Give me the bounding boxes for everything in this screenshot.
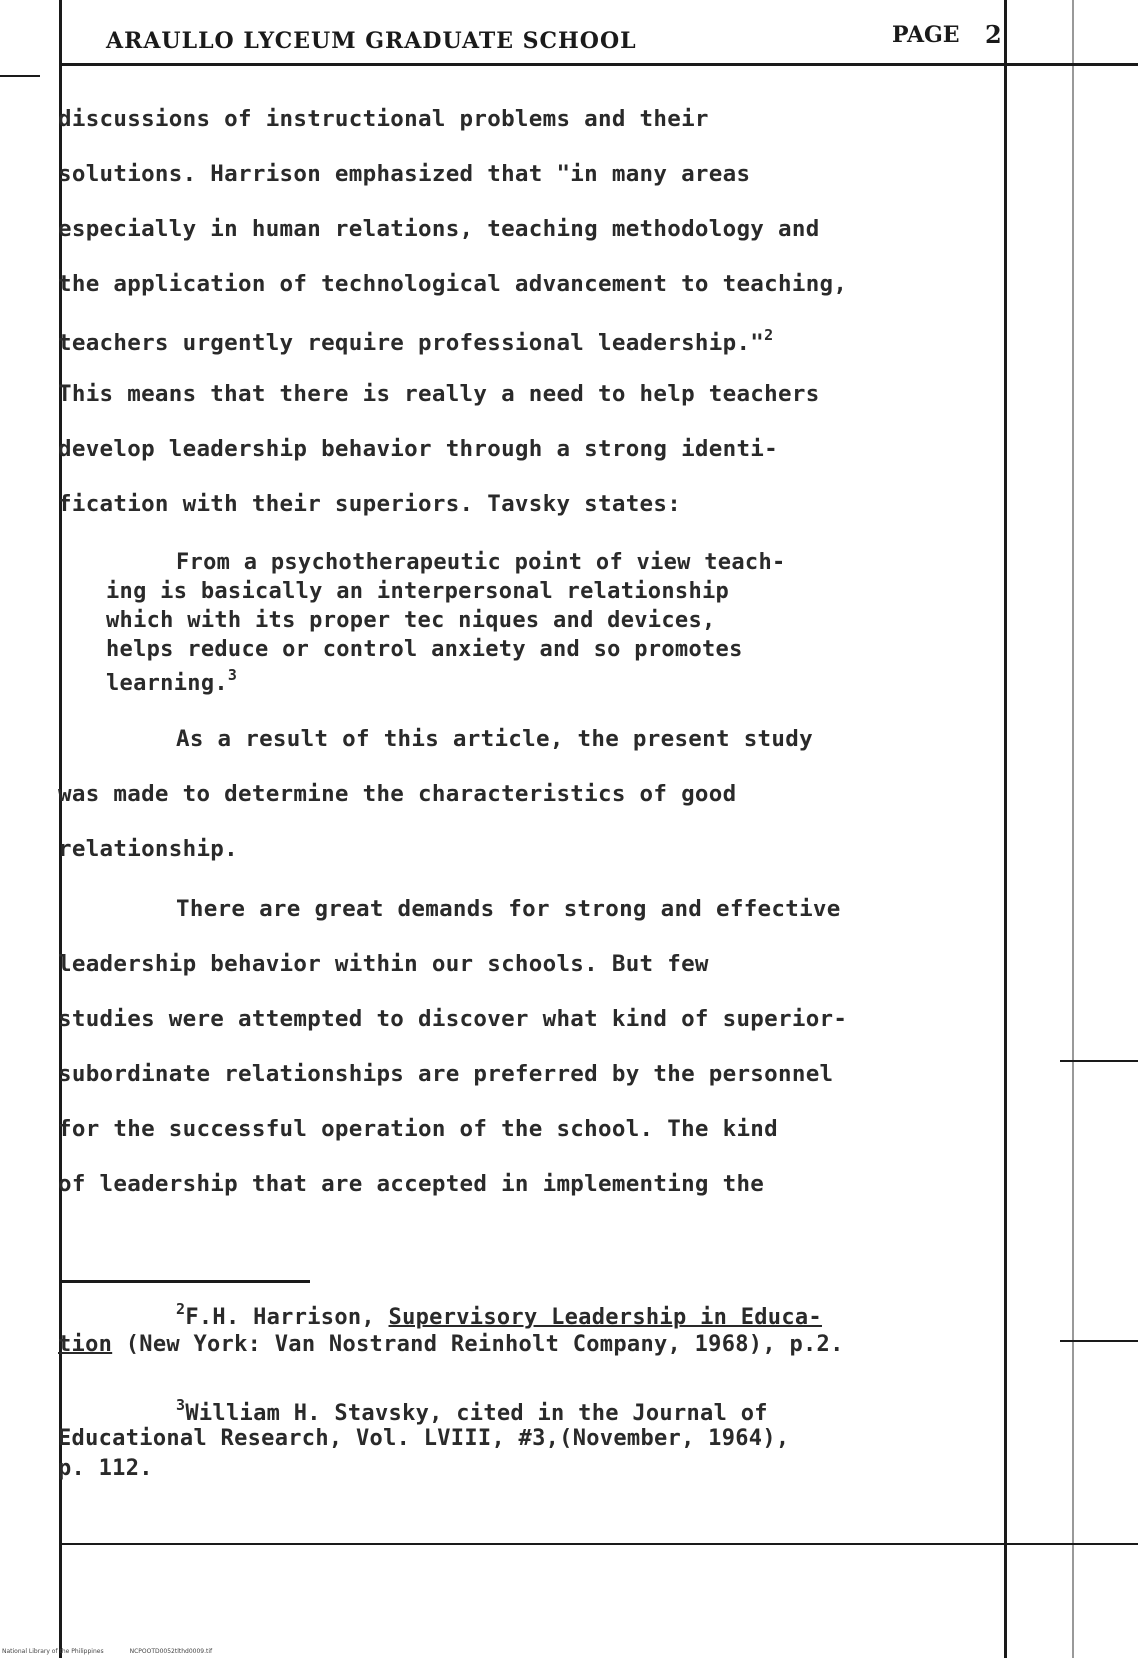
header-rule bbox=[60, 63, 1138, 66]
body-line: studies were attempted to discover what kind of superior- bbox=[58, 1006, 848, 1032]
school-name: ARAULLO LYCEUM GRADUATE SCHOOL bbox=[106, 28, 637, 54]
body-line: relationship. bbox=[58, 836, 238, 862]
quote-line: learning.$^3$ bbox=[106, 666, 238, 696]
book-title-cont: tion bbox=[58, 1332, 113, 1357]
body-line: solutions. Harrison emphasized that "in many areas bbox=[58, 161, 751, 187]
body-line: fication with their superiors. Tavsky states: bbox=[58, 491, 682, 517]
body-line: was made to determine the characteristics of good bbox=[58, 781, 737, 807]
page-number: 2 bbox=[985, 20, 1002, 49]
body-line: teachers urgently require professional leadership."$^2$ bbox=[58, 326, 774, 356]
footnote-ref-2: 2 bbox=[764, 326, 774, 344]
footnote-mark-2: 2 bbox=[176, 1300, 186, 1318]
body-line: There are great demands for strong and effective bbox=[176, 896, 841, 922]
quote-line: which with its proper tec niques and devices, bbox=[106, 608, 716, 633]
body-line: for the successful operation of the school. The kind bbox=[58, 1116, 778, 1142]
body-line: of leadership that are accepted in implementing the bbox=[58, 1171, 765, 1197]
left-border bbox=[59, 0, 62, 1658]
right-margin-mark-1 bbox=[1060, 1060, 1138, 1062]
footnote-mark-3: 3 bbox=[176, 1396, 186, 1414]
body-line: This means that there is really a need to help teachers bbox=[58, 381, 820, 407]
right-border bbox=[1004, 0, 1007, 1658]
body-line: discussions of instructional problems and their bbox=[58, 106, 709, 132]
footnote-2: $^2$F.H. Harrison, Supervisory Leadership in Educa- bbox=[176, 1300, 822, 1330]
book-title: Supervisory Leadership in Educa- bbox=[388, 1305, 822, 1330]
scan-credit: National Library of the Philippines NCPOOTD0052tlthd0009.tif bbox=[2, 1648, 213, 1655]
body-line: subordinate relationships are preferred by the personnel bbox=[58, 1061, 834, 1087]
bottom-rule bbox=[60, 1543, 1138, 1545]
left-margin-mark bbox=[0, 75, 40, 77]
page-label: PAGE bbox=[892, 22, 960, 48]
footnote-3-line3: p. 112. bbox=[58, 1456, 153, 1481]
right-margin-mark-2 bbox=[1060, 1340, 1138, 1342]
quote-line: From a psychotherapeutic point of view teach- bbox=[176, 550, 786, 575]
body-line: leadership behavior within our schools. But few bbox=[58, 951, 709, 977]
footnote-3: $^3$William H. Stavsky, cited in the Journal of bbox=[176, 1396, 768, 1426]
footnote-separator bbox=[60, 1280, 310, 1283]
body-line: especially in human relations, teaching methodology and bbox=[58, 216, 820, 242]
outer-right-border bbox=[1072, 0, 1074, 1658]
footnote-3-line2: Educational Research, Vol. LVIII, #3,(November, 1964), bbox=[58, 1426, 790, 1451]
quote-line: helps reduce or control anxiety and so promotes bbox=[106, 637, 743, 662]
body-line: the application of technological advancement to teaching, bbox=[58, 271, 848, 297]
body-line: As a result of this article, the present study bbox=[176, 726, 813, 752]
body-line: develop leadership behavior through a strong identi- bbox=[58, 436, 778, 462]
footnote-ref-3: 3 bbox=[227, 666, 238, 684]
footnote-2-cont: tion (New York: Van Nostrand Reinholt Company, 1968), p.2. bbox=[58, 1332, 844, 1357]
quote-line: ing is basically an interpersonal relationship bbox=[106, 579, 730, 604]
